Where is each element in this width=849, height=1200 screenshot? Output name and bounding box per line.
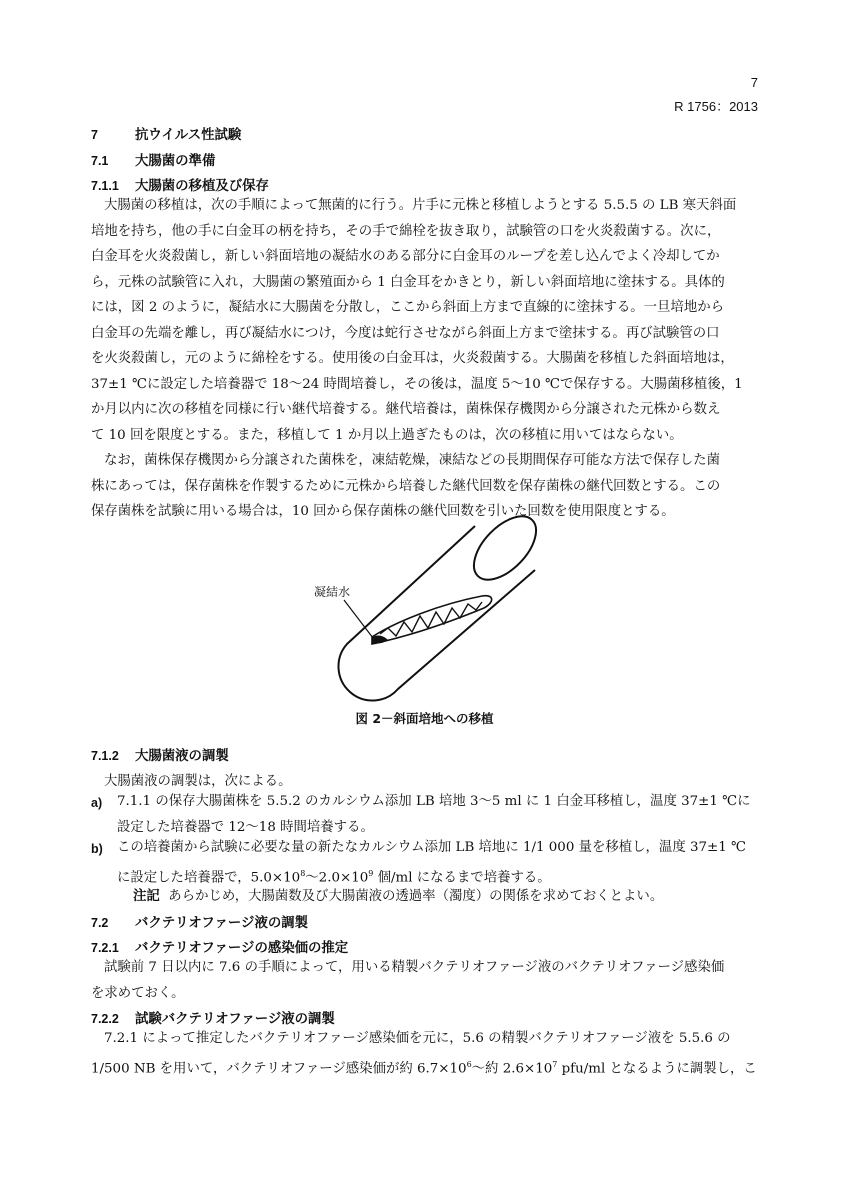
heading-7 — [91, 124, 241, 143]
paragraph-transfer-procedure — [91, 193, 759, 525]
heading-title: 試験バクテリオファージ液の調製 — [135, 1012, 335, 1027]
text-line: ら，元株の試験管に入れ，大腸菌の繁殖面から 1 白金耳をかきとり，新しい斜面培地に塗抹する。具体的 — [91, 274, 725, 290]
paragraph-infectivity-estimate — [91, 955, 759, 1006]
heading-7-2-2 — [91, 1008, 335, 1027]
text-line: 株にあっては，保存菌株を作製するために元株から培養した継代回数を保存菌株の継代回数とする。この — [91, 478, 721, 494]
heading-number: 7.1 — [91, 154, 109, 168]
exponent: 8 — [300, 868, 306, 878]
condensate-label: 凝結水 — [314, 585, 351, 599]
text-line: を火炎殺菌し，元のように綿栓をする。使用後の白金耳は，火炎殺菌する。大腸菌を移植した斜面培地は， — [91, 351, 734, 366]
text-line: 白金耳の先端を離し，再び凝結水につけ，今度は蛇行させながら斜面上方まで塗抹する。再び試験管の口 — [91, 325, 720, 341]
heading-number: 7 — [91, 128, 98, 142]
text-line: 大腸菌の移植は，次の手順によって無菌的に行う。片手に元株と移植しようとする 5.5.5 の LB 寒天斜面 — [104, 198, 737, 213]
paragraph-preparation-intro: 大腸菌液の調製は，次による。 — [104, 774, 292, 789]
text-line — [91, 1052, 759, 1082]
text-line: 7.1.1 の保存大腸菌株を 5.5.2 のカルシウム添加 LB 培地 3～5 ml に 1 白金耳移植し，温度 37±1 ℃に — [117, 794, 751, 809]
exponent: 7 — [552, 1059, 558, 1069]
heading-7-1-2 — [91, 745, 229, 764]
list-item-b-text — [117, 835, 746, 890]
heading-title: バクテリオファージの感染価の推定 — [135, 941, 349, 956]
text-line: 培地を持ち，他の手に白金耳の柄を持ち，その手で綿栓を抜き取り，試験管の口を火炎殺菌する。次に， — [91, 223, 721, 239]
list-item-label: a) — [91, 796, 103, 810]
page-number: 7 — [750, 75, 758, 90]
test-tube-illustration — [300, 512, 560, 712]
text-line: 設定した培養器で 12～18 時間培養する。 — [117, 819, 374, 835]
text-fragment: ～2.0×10 — [305, 869, 369, 885]
note-text: あらかじめ，大腸菌数及び大腸菌液の透過率（濁度）の関係を求めておくとよい。 — [168, 889, 664, 904]
text-fragment: 1/500 NB を用いて，バクテリオファージ感染価が約 6.7×10 — [91, 1060, 467, 1076]
exponent: 6 — [466, 1059, 472, 1069]
text-line: 7.2.1 によって推定したバクテリオファージ感染価を元に，5.6 の精製バクテリオファージ液を 5.5.6 の — [104, 1031, 731, 1046]
heading-7-2 — [91, 912, 308, 931]
paragraph-test-phage-preparation — [91, 1026, 759, 1081]
heading-number: 7.1.1 — [91, 179, 119, 193]
text-fragment: に設定した培養器で，5.0×10 — [117, 869, 301, 885]
text-line: 試験前 7 日以内に 7.6 の手順によって，用いる精製バクテリオファージ液のバクテリオファージ感染価 — [104, 960, 725, 975]
heading-title: 大腸菌の準備 — [135, 154, 216, 169]
heading-7-2-1 — [91, 937, 348, 956]
slant-culture-figure — [300, 512, 560, 712]
text-line: この培養菌から試験に必要な量の新たなカルシウム添加 LB 培地に 1/1 000 量を移植し，温度 37±1 ℃ — [117, 840, 746, 855]
note-label: 注記 — [133, 889, 160, 904]
heading-title: バクテリオファージ液の調製 — [135, 916, 309, 931]
text-line: なお，菌株保存機関から分譲された菌株を，凍結乾燥，凍結などの長期間保存可能な方法で保存した菌 — [104, 453, 720, 468]
text-line: か月以内に次の移植を同様に行い継代培養する。継代培養は，菌株保存機関から分譲された元株から数え — [91, 402, 721, 417]
note — [133, 885, 663, 904]
text-line: 白金耳を火炎殺菌し，新しい斜面培地の凝結水のある部分に白金耳のループを差し込んでよく冷却してか — [91, 249, 720, 264]
text-line: 37±1 ℃に設定した培養器で 18～24 時間培養し，その後は，温度 5～10 ℃で保存する。大腸菌移植後，1 — [91, 376, 743, 392]
text-line: を求めておく。 — [91, 985, 185, 1001]
doc-id: R 1756：2013 — [674, 99, 758, 114]
heading-title: 大腸菌の移植及び保存 — [135, 179, 269, 194]
heading-number: 7.1.2 — [91, 749, 119, 763]
heading-number: 7.2.2 — [91, 1012, 119, 1026]
exponent: 9 — [368, 868, 374, 878]
text-fragment: pfu/ml となるように調製し，こ — [557, 1060, 757, 1076]
list-item-label: b) — [91, 842, 103, 856]
heading-7-1-1 — [91, 175, 269, 194]
heading-number: 7.2 — [91, 916, 109, 930]
heading-7-1 — [91, 150, 215, 169]
list-item-a-text — [117, 789, 751, 840]
text-line: には，図 2 のように，凝結水に大腸菌を分散し，ここから斜面上方まで直線的に塗抹する。一旦培地から — [91, 300, 724, 315]
heading-title: 大腸菌液の調製 — [135, 749, 229, 764]
text-fragment: 個/ml になるまで培養する。 — [373, 869, 551, 885]
text-fragment: ～約 2.6×10 — [471, 1060, 553, 1076]
heading-title: 抗ウイルス性試験 — [135, 128, 242, 143]
figure-caption: 図 2－斜面培地への移植 — [355, 711, 494, 726]
text-line: て 10 回を限度とする。また，移植して 1 か月以上過ぎたものは，次の移植に用いてはならない。 — [91, 427, 683, 443]
text-line: 保存菌株を試験に用いる場合は，10 回から保存菌株の継代回数を引いた回数を使用限度とする。 — [91, 504, 675, 519]
heading-number: 7.2.1 — [91, 941, 119, 955]
